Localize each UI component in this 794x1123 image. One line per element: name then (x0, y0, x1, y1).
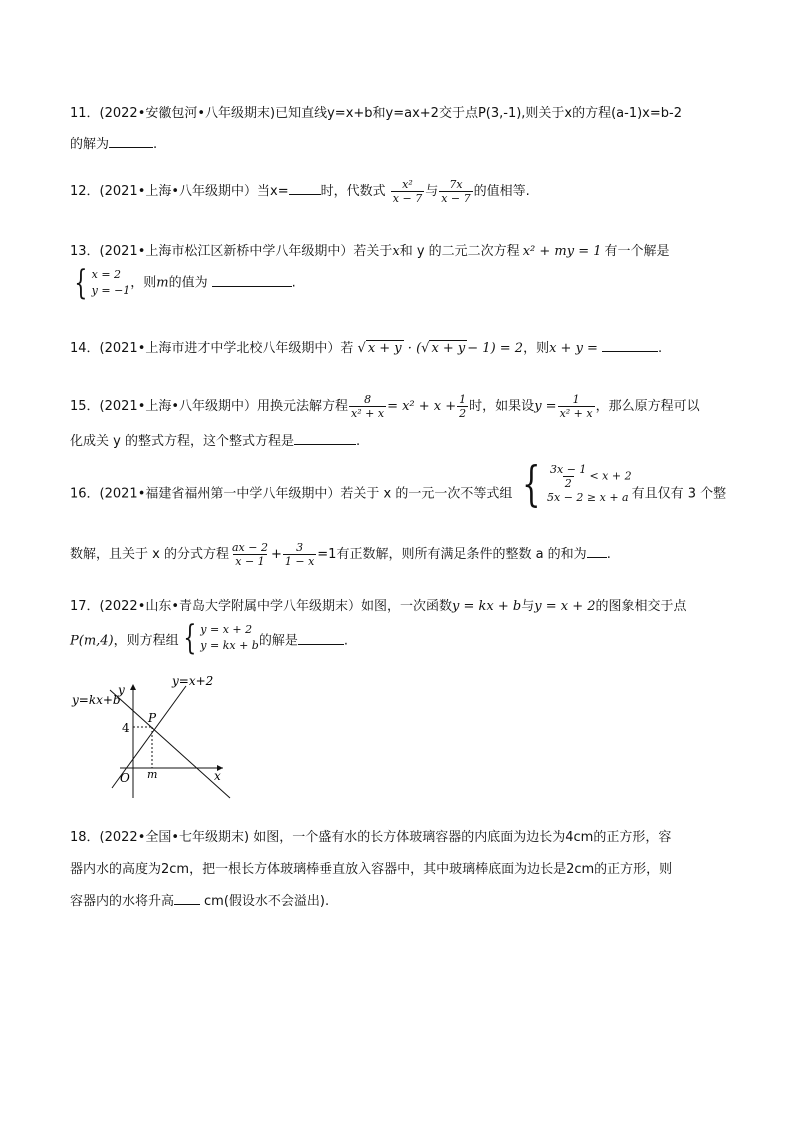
frac-den: x² + x (351, 407, 385, 420)
q17-text2: 的图象相交于点 (595, 599, 687, 614)
q17-text4: 的解是 (258, 633, 298, 649)
frac-den: x − 1 (235, 555, 265, 568)
q13-text3: 有一个解是 (604, 244, 670, 259)
question-15-line2 (70, 430, 360, 449)
q13-text5: 的值为 (168, 275, 208, 291)
frac-num: 7x (449, 178, 463, 191)
question-16-line2 (70, 541, 611, 568)
question-12 (70, 178, 530, 205)
q17-text: 17．(2022•山东•青岛大学附属中学八年级期末）如图，一次函数 (70, 599, 453, 614)
q15-end: . (355, 434, 361, 449)
fraction (349, 393, 386, 420)
q15-y: y = (534, 399, 557, 414)
q13-m: m (156, 275, 169, 291)
question-16-line1 (70, 456, 727, 512)
q17-f1: y = kx + b (452, 599, 522, 614)
fraction (230, 541, 270, 568)
label-line-kx-b: y=kx+b (72, 693, 121, 707)
q13-text2: 和 y 的二元二次方程 (399, 244, 520, 259)
frac-den: 2 (564, 476, 572, 490)
frac-den: 1 − x (284, 555, 315, 568)
frac-den: x − 7 (441, 192, 471, 205)
y-value-4-label: 4 (122, 721, 130, 735)
q18-unit: cm (204, 894, 224, 909)
q16-pre: 16．(2021•福建省福州第一中学八年级期中）若关于 x 的一元一次不等式组 (70, 486, 513, 502)
question-18-line2: 器内水的高度为2cm，把一根长方体玻璃棒垂直放入容器中，其中玻璃棒底面为边长是2cm的正方形，则 (70, 862, 673, 877)
left-brace: { (74, 263, 88, 303)
q12-post: 的值相等. (473, 184, 530, 199)
q16-line2b: =1有正数解，则所有满足条件的整数 a 的和为 (317, 547, 587, 562)
answer-blank[interactable] (109, 133, 153, 148)
sqrt-expression: √ x + y (357, 341, 402, 356)
q12-pre: 12．(2021•上海•八年级期中）当x= (70, 184, 289, 199)
question-11-line2 (70, 133, 157, 152)
q16-post: 有且仅有 3 个整 (631, 486, 727, 502)
frac-num: 8 (364, 393, 372, 406)
q12-and: 与 (425, 184, 439, 199)
answer-blank[interactable] (294, 430, 356, 445)
q13-end: . (291, 275, 296, 291)
q14-rest: − 1) = 2 (467, 341, 524, 356)
y-axis-arrow (130, 684, 136, 690)
fraction (391, 178, 424, 205)
fraction (558, 393, 595, 420)
q17-text3: ，则方程组 (113, 633, 179, 649)
plus: + (270, 547, 282, 562)
q12-mid: 时，代数式 (320, 184, 386, 199)
system-row: 5x − 2 ≥ x + a (547, 490, 629, 504)
q14-expr: x + y = (549, 341, 598, 356)
q13-x: x (392, 244, 400, 259)
origin-label: O (120, 771, 130, 785)
q17-point: P(m,4) (70, 633, 114, 649)
inequality-system (516, 456, 632, 512)
question-15-line1 (70, 393, 700, 420)
q14-pre: 14．(2021•上海市进才中学北校八年级期中）若 (70, 341, 354, 356)
system-row: x = 2 (91, 268, 122, 281)
frac-num: x² (402, 178, 413, 191)
fraction (439, 178, 472, 205)
dot: · (407, 341, 412, 356)
answer-blank[interactable] (602, 337, 658, 352)
frac-num: 3x − 1 (550, 462, 587, 476)
frac-num: ax − 2 (231, 541, 268, 554)
answer-blank[interactable] (587, 543, 607, 558)
y-axis-label: y (118, 683, 125, 697)
question-17-line2 (70, 618, 348, 658)
question-13-line1 (70, 240, 670, 259)
frac-den: x² + x (559, 407, 593, 420)
q15-pre: 15．(2021•上海•八年级期中）用换元法解方程 (70, 399, 349, 414)
q16-line2a: 数解，且关于 x 的分式方程 (70, 547, 229, 562)
answer-blank[interactable] (298, 630, 344, 645)
q17-end: . (343, 633, 348, 649)
system-row: y = −1 (91, 284, 131, 297)
equation-system (70, 263, 131, 303)
question-18-line1: 18．(2022•全国•七年级期末) 如图，一个盛有水的长方体玻璃容器的内底面为边长为4cm的正方形，容 (70, 830, 672, 845)
system-row: y = x + 2 (200, 623, 253, 636)
answer-blank[interactable] (174, 890, 200, 905)
frac-num: 1 (572, 393, 580, 406)
question-18-line3 (70, 890, 329, 909)
radicand: x + y (431, 341, 466, 356)
q18-text2: (假设水不会溢出). (223, 894, 330, 909)
system-row: < x + 2 (589, 469, 632, 482)
frac-num: 1 (459, 393, 467, 406)
left-brace: { (182, 618, 196, 658)
q15-post: ，那么原方程可以 (595, 399, 700, 414)
q16-end: . (606, 547, 611, 562)
q17-f2: y = x + 2 (534, 599, 596, 614)
q15-eq: = x² + x + (387, 399, 457, 414)
frac-den: 2 (459, 407, 467, 420)
question-11-line1: 11．(2022•安徽包河•八年级期末)已知直线y=x+b和y=ax+2交于点P(3,-1),则关于x的方程(a-1)x=b-2 (70, 106, 682, 121)
q14-mid: ，则 (523, 341, 550, 356)
q11-end: . (153, 137, 158, 152)
fraction (457, 393, 468, 420)
q11-text: 的解为 (70, 137, 110, 152)
left-brace: { (522, 456, 541, 512)
answer-blank[interactable] (212, 272, 292, 287)
q13-text4: ，则 (130, 275, 157, 291)
question-14 (70, 337, 662, 356)
answer-blank[interactable] (289, 180, 321, 195)
q13-text: 13．(2021•上海市松江区新桥中学八年级期中）若关于 (70, 244, 393, 259)
frac-den: x − 7 (392, 192, 423, 205)
q13-equation: x² + my = 1 (522, 244, 602, 259)
q17-and: 与 (521, 599, 535, 614)
radicand: x + y (367, 341, 402, 356)
q15-mid: 时，如果设 (469, 399, 535, 414)
sqrt-expression: (√ x + y (416, 341, 466, 356)
question-17-line1 (70, 595, 687, 614)
equation-system (179, 618, 259, 658)
m-label: m (147, 768, 158, 781)
function-graph (68, 672, 248, 804)
q14-end: . (657, 341, 663, 356)
x-axis-label: x (214, 769, 221, 783)
frac-num: 3 (296, 541, 304, 554)
label-line-x-plus-2: y=x+2 (172, 674, 214, 688)
fraction (283, 541, 316, 568)
system-row: y = kx + b (200, 639, 259, 652)
point-p-label: P (148, 711, 157, 725)
question-13-line2 (70, 263, 296, 303)
q15-line2: 化成关 y 的整式方程，这个整式方程是 (70, 434, 294, 449)
q18-text: 容器内的水将升高 (70, 894, 175, 909)
